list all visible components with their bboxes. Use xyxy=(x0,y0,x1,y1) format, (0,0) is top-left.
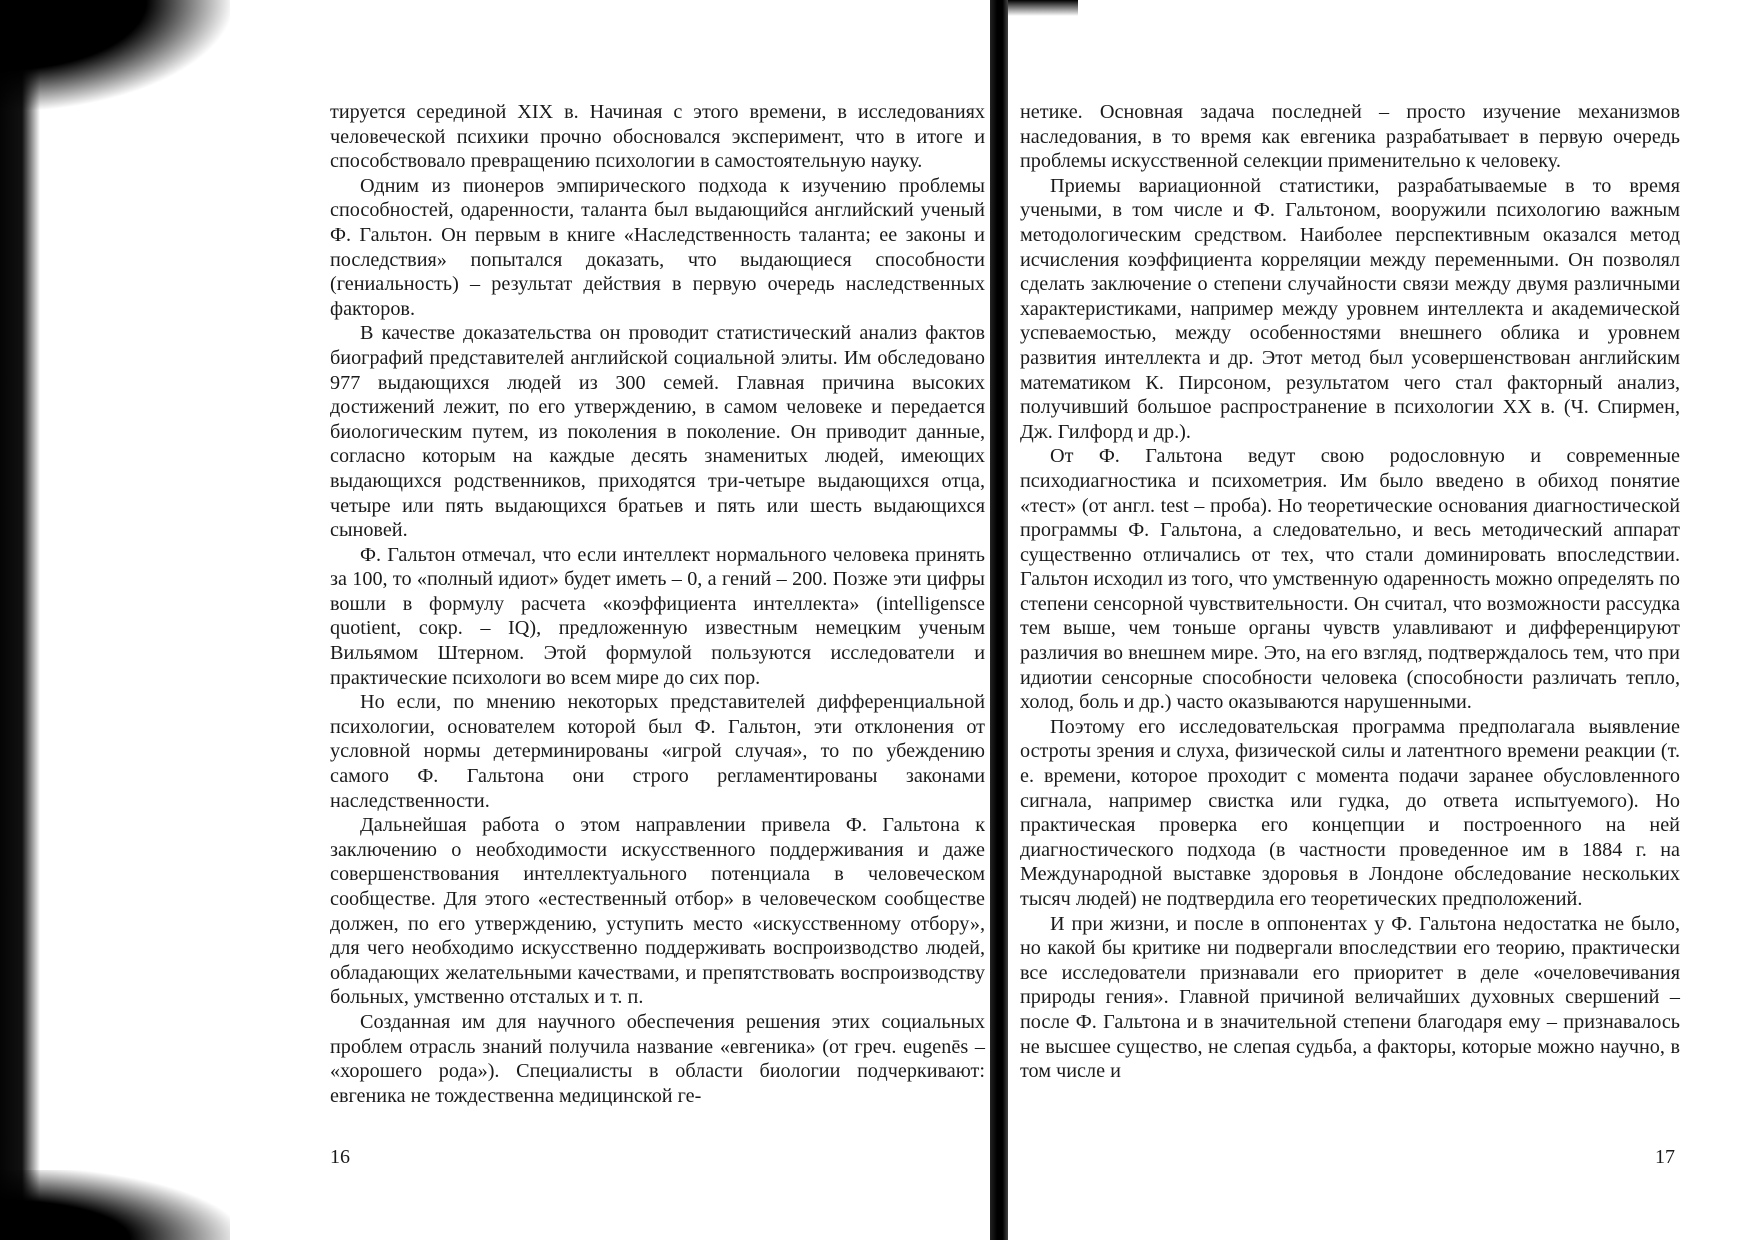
scan-corner-shadow-bottom xyxy=(0,1170,230,1240)
paragraph: тируется серединой XIX в. Начиная с этого времени, в исследованиях человеческой психики прочно обосновался эксперимент, что в итоге и способствовало превращению психологии в самостоятельную науку. xyxy=(330,101,985,173)
paragraph: Дальнейшая работа о этом направлении привела Ф. Гальтона к заключению о необходимости искусственного поддерживания и даже совершенствования интеллектуального потенциала в человеческом сообществе. Для этого «естественный отбор» в человеческом сообществе должен, по его утверждению, уступить место «искусственному отбору», для чего необходимо искусственно поддерживать воспроизводство людей, обладающих желательными качествами, и препятствовать воспроизводству больных, умственно отсталых и т. п. xyxy=(330,814,985,1009)
paragraph: Приемы вариационной статистики, разрабатываемые в то время учеными, в том числе и Ф. Гальтоном, вооружили психологию важным методологическим средством. Наиболее перспективным оказался метод исчисления коэффициента корреляции между переменными. Он позволял сделать заключение о степени случайности связи между двумя различными характеристиками, например между уровнем интеллекта и академической успеваемостью, между особенностями внешнего облика и уровнем развития интеллекта и др. Этот метод был усовершенствован английским математиком К. Пирсоном, результатом чего стал факторный анализ, получивший большое распространение в психологии XX в. (Ч. Спирмен, Дж. Гилфорд и др.). xyxy=(1020,174,1680,443)
right-page-text xyxy=(1020,100,1680,1084)
paragraph: Поэтому его исследовательская программа предполагала выявление остроты зрения и слуха, физической силы и латентного времени реакции (т. е. времени, которое проходит с момента подачи заранее обусловленного сигнала, например свистка или гудка, до ответа испытуемого). Но практическая проверка его концепции и построенного на ней диагностического подхода (в частности проведенное им в 1884 г. на Международной выставке здоровья в Лондоне обследование нескольких тысяч людей) не подтвердила его теоретических предположений. xyxy=(1020,715,1680,910)
book-gutter xyxy=(990,0,1008,1240)
paragraph: Созданная им для научного обеспечения решения этих социальных проблем отрасль знаний получила название «евгеника» (от греч. eugenēs – «хорошего рода»). Специалисты в области биологии подчеркивают: евгеника не тождественна медицинской ге- xyxy=(330,1010,985,1107)
left-page-text xyxy=(330,100,985,1108)
scan-edge-shadow xyxy=(0,0,40,1240)
paragraph: От Ф. Гальтона ведут свою родословную и современные психодиагностика и психометрия. Им было введено в обиход понятие «тест» (от англ. test – проба). Но теоретические основания диагностической программы Ф. Гальтона, а следовательно, и весь методический аппарат существенно отличались от тех, что стали доминировать впоследствии. Гальтон исходил из того, что умственную одаренность можно определять по степени сенсорной чувствительности. Он считал, что возможности рассудка тем выше, чем тоньше органы чувств улавливают и дифференцируют различия во внешнем мире. Это, на его взгляд, подтверждалось тем, что при идиотии сенсорные способности человека (способности различать тепло, холод, боль и др.) часто оказываются нарушенными. xyxy=(1020,445,1680,714)
paragraph: В качестве доказательства он проводит статистический анализ фактов биографий представителей английской социальной элиты. Им обследовано 977 выдающихся людей из 300 семей. Главная причина высоких достижений лежит, по его утверждению, в самом человеке и передается биологическим путем, из поколения в поколение. Он приводит данные, согласно которым на каждые десять знаменитых людей, имеющих выдающихся родственников, приходятся три-четыре выдающихся отца, четыре или пять выдающихся братьев и пять или шесть выдающихся сыновей. xyxy=(330,322,985,542)
paragraph: Но если, по мнению некоторых представителей дифференциальной психологии, основателем которой был Ф. Гальтон, эти отклонения от условной нормы детерминированы «игрой случая», то по убеждению самого Ф. Гальтона они строго регламентированы законами наследственности. xyxy=(330,691,985,812)
paragraph: И при жизни, и после в оппонентах у Ф. Гальтона недостатка не было, но какой бы критике ни подвергали впоследствии его теорию, практически все исследователи признавали его приоритет в деле «очеловечивания природы гения». Главной причиной величайших духовных свершений – после Ф. Гальтона и в значительной степени благодаря ему – признавалось не высшее существо, не слепая судьба, а факторы, которые можно научно, в том числе и xyxy=(1020,912,1680,1083)
scan-corner-shadow-top xyxy=(0,0,230,110)
page-number-right: 17 xyxy=(1655,1146,1675,1168)
paragraph: Ф. Гальтон отмечал, что если интеллект нормального человека принять за 100, то «полный идиот» будет иметь – 0, а гений – 200. Позже эти цифры вошли в формулу расчета «коэффициента интеллекта» (intelligensce quotient, сокр. – IQ), предложенную известным немецким ученым Вильямом Штерном. Этой формулой пользуются исследователи и практические психологи во всем мире до сих пор. xyxy=(330,543,985,689)
page-number-left: 16 xyxy=(330,1146,350,1168)
gutter-top-shadow xyxy=(1008,0,1078,16)
paragraph: Одним из пионеров эмпирического подхода к изучению проблемы способностей, одаренности, таланта был выдающийся английский ученый Ф. Гальтон. Он первым в книге «Наследственность таланта; ее законы и последствия» попытался доказать, что выдающиеся способности (гениальность) – результат действия в первую очередь наследственных факторов. xyxy=(330,174,985,320)
paragraph: нетике. Основная задача последней – просто изучение механизмов наследования, в то время как евгеника разрабатывает в первую очередь проблемы искусственной селекции применительно к человеку. xyxy=(1020,101,1680,173)
